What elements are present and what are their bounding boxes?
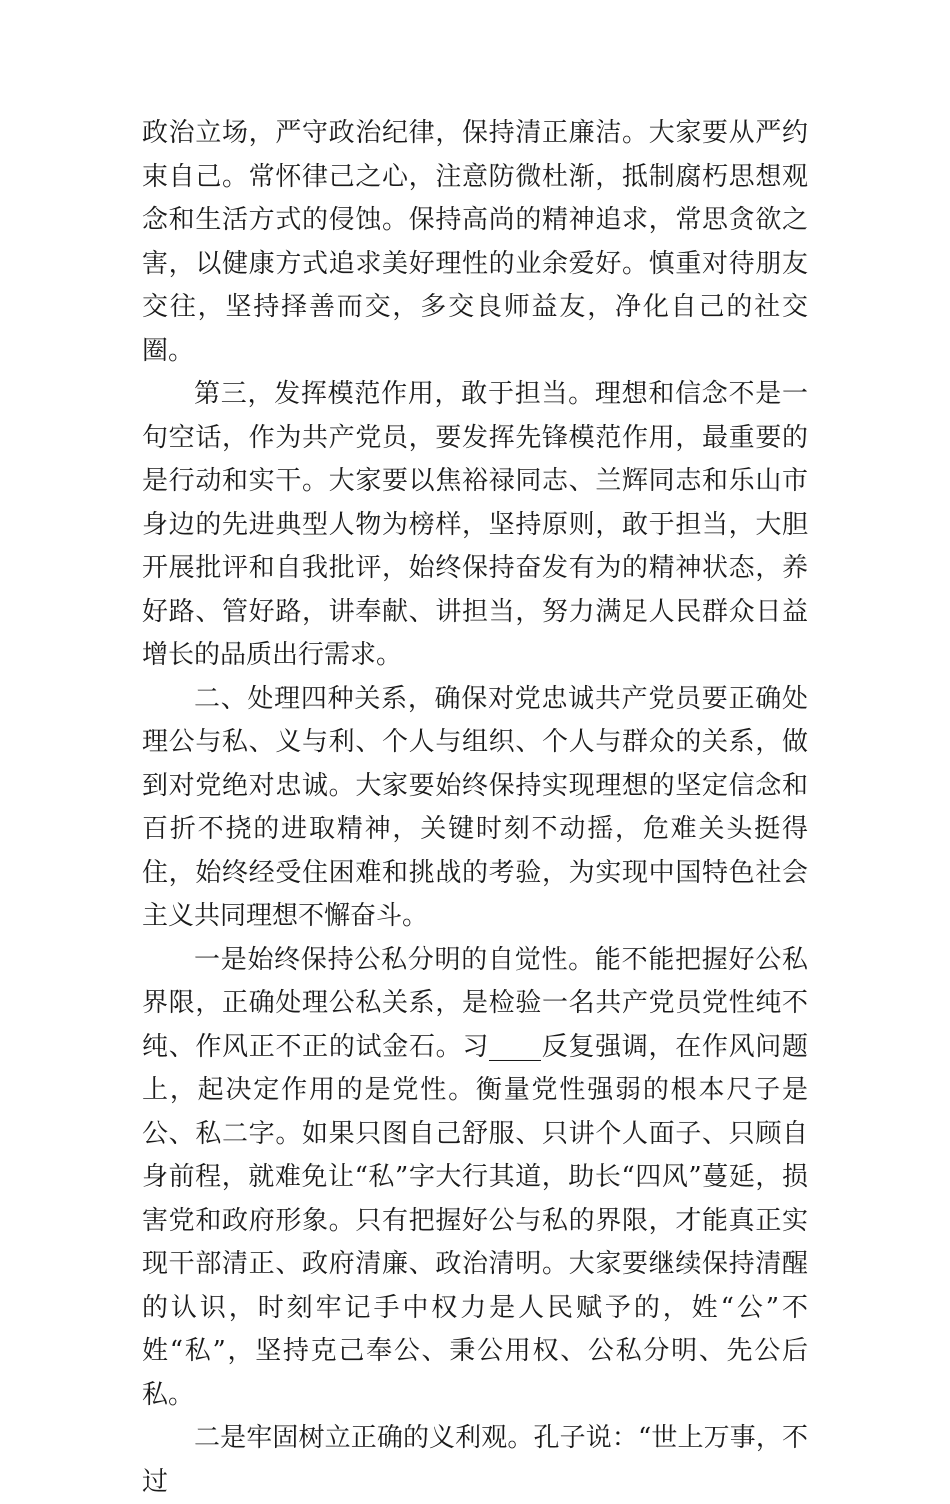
paragraph-point-one: 一是始终保持公私分明的自觉性。能不能把握好公私界限，正确处理公私关系，是检验一名共产党员党性纯不纯、作风正不正的试金石。习____反复强调，在作风问题上，起决定作用的是党性。衡量党性强弱的根本尺子是公、私二字。如果只图自己舒服、只讲个人面子、只顾自身前程，就难免让“私”字大行其道，助长“四风”蔓延，损害党和政府形象。只有把握好公与私的界限，才能真正实现干部清正、政府清廉、政治清明。大家要继续保持清醒的认识，时刻牢记手中权力是人民赋予的，姓“公”不姓“私”，坚持克己奉公、秉公用权、公私分明、先公后私。	[142, 944, 808, 1410]
paragraph-third-point: 第三，发挥模范作用，敢于担当。理想和信念不是一句空话，作为共产党员，要发挥先锋模范作用，最重要的是行动和实干。大家要以焦裕禄同志、兰辉同志和乐山市身边的先进典型人物为榜样，坚持原则，敢于担当，大胆开展批评和自我批评，始终保持奋发有为的精神状态，养好路、管好路，讲奉献、讲担当，努力满足人民群众日益增长的品质出行需求。	[142, 379, 808, 670]
paragraph-section-two: 二、处理四种关系，确保对党忠诚共产党员要正确处理公与私、义与利、个人与组织、个人与群众的关系，做到对党绝对忠诚。大家要始终保持实现理想的坚定信念和百折不挠的进取精神，关键时刻不动摇，危难关头挺得住，始终经受住困难和挑战的考验，为实现中国特色社会主义共同理想不懈奋斗。	[142, 683, 808, 931]
paragraph-point-two: 二是牢固树立正确的义利观。孔子说：“世上万事，不过	[142, 1423, 808, 1497]
paragraph-continuation: 政治立场，严守政治纪律，保持清正廉洁。大家要从严约束自己。常怀律己之心，注意防微杜渐，抵制腐朽思想观念和生活方式的侵蚀。保持高尚的精神追求，常思贪欲之害，以健康方式追求美好理性的业余爱好。慎重对待朋友交往，坚持择善而交，多交良师益友，净化自己的社交圈。	[142, 118, 808, 366]
document-page	[142, 112, 808, 1504]
